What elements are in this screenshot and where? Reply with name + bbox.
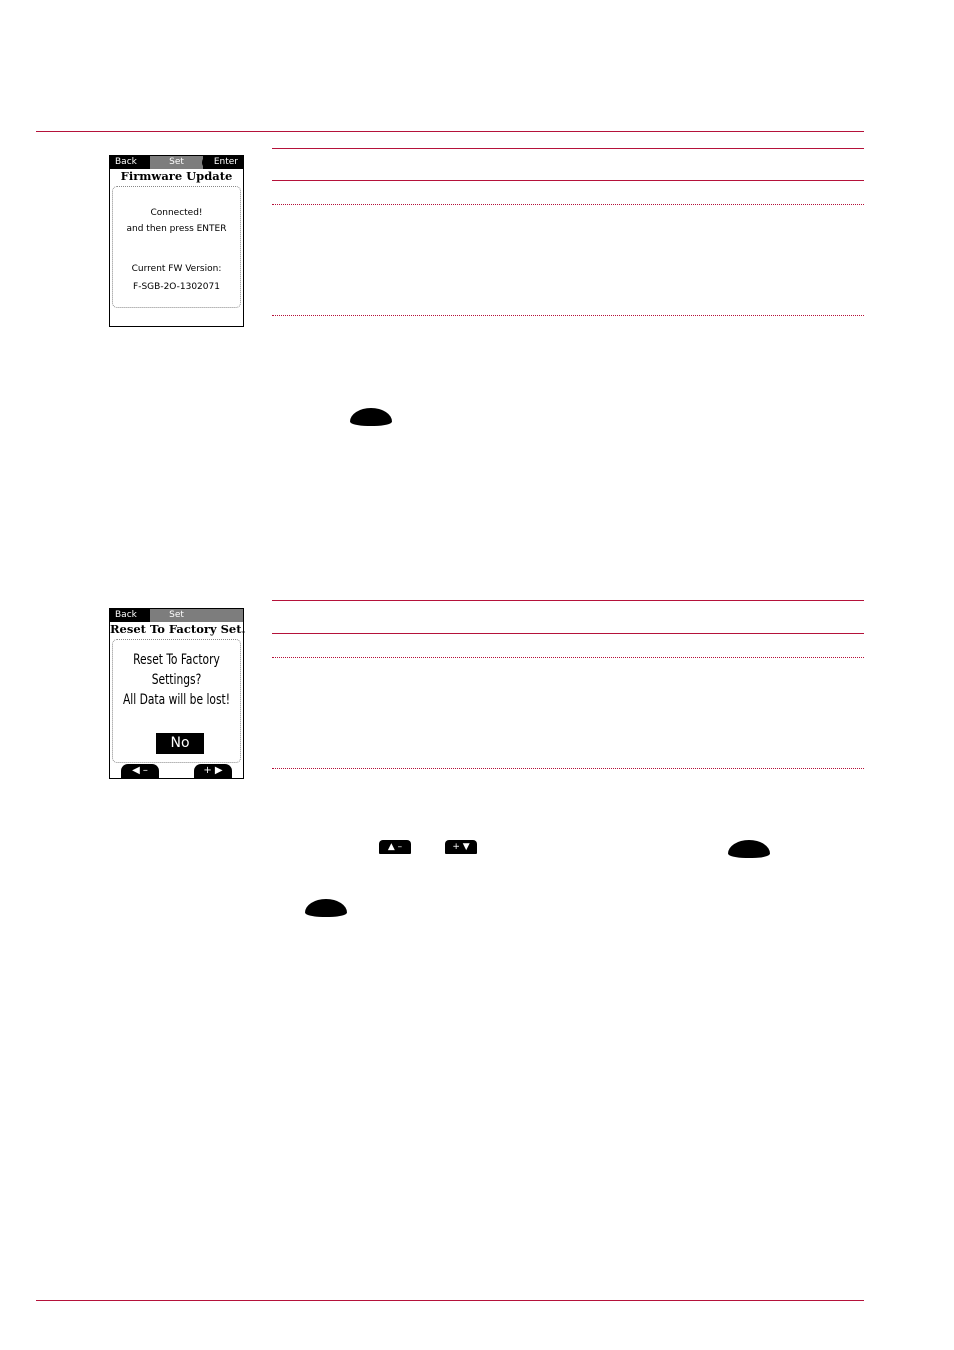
set-softkey[interactable]: Set [169,610,184,620]
enter-key-icon [350,408,392,426]
screen-title: Firmware Update [120,169,233,183]
section2-rule-top [272,600,864,601]
softkey-bar [110,156,243,169]
up-minus-key-icon: ▲ – [379,840,411,854]
no-option-button[interactable]: No [156,733,204,754]
softkey-bar [110,609,243,622]
reset-question-line2: Settings? [151,672,202,688]
fw-version-label: Current FW Version: [131,264,222,274]
section2-rule-bottom [272,633,864,634]
set-softkey[interactable]: Set [169,157,184,167]
plus-right-key[interactable]: + ▶ [194,764,232,778]
reset-question-line1: Reset To Factory [133,652,220,668]
connected-text: Connected! [150,208,203,218]
back-softkey[interactable]: Back [110,156,149,169]
header-rule [36,131,864,132]
fw-version-value: F-SGB-2O-1302071 [133,282,220,292]
footer-rule [36,1300,864,1301]
left-minus-key[interactable]: ◀ – [121,764,159,778]
enter-key-icon [305,899,347,917]
plus-down-key-icon: + ▼ [445,840,477,854]
navigation-bar [110,762,243,778]
screen-panel [112,186,241,308]
screen-panel [112,639,241,763]
section1-rule-bottom [272,180,864,181]
section1-rule-top [272,148,864,149]
screen-title: Reset To Factory Set. [110,622,246,636]
reset-factory-screen [109,608,244,779]
back-softkey[interactable]: Back [110,609,149,622]
section1-dotted-bottom [272,315,864,316]
section2-dotted-bottom [272,768,864,769]
section1-dotted-top [272,204,864,205]
data-lost-warning: All Data will be lost! [122,692,231,708]
section2-dotted-top [272,657,864,658]
firmware-update-screen [109,155,244,327]
press-enter-text: and then press ENTER [126,224,227,234]
enter-softkey[interactable]: Enter [202,156,243,169]
enter-key-icon [728,840,770,858]
